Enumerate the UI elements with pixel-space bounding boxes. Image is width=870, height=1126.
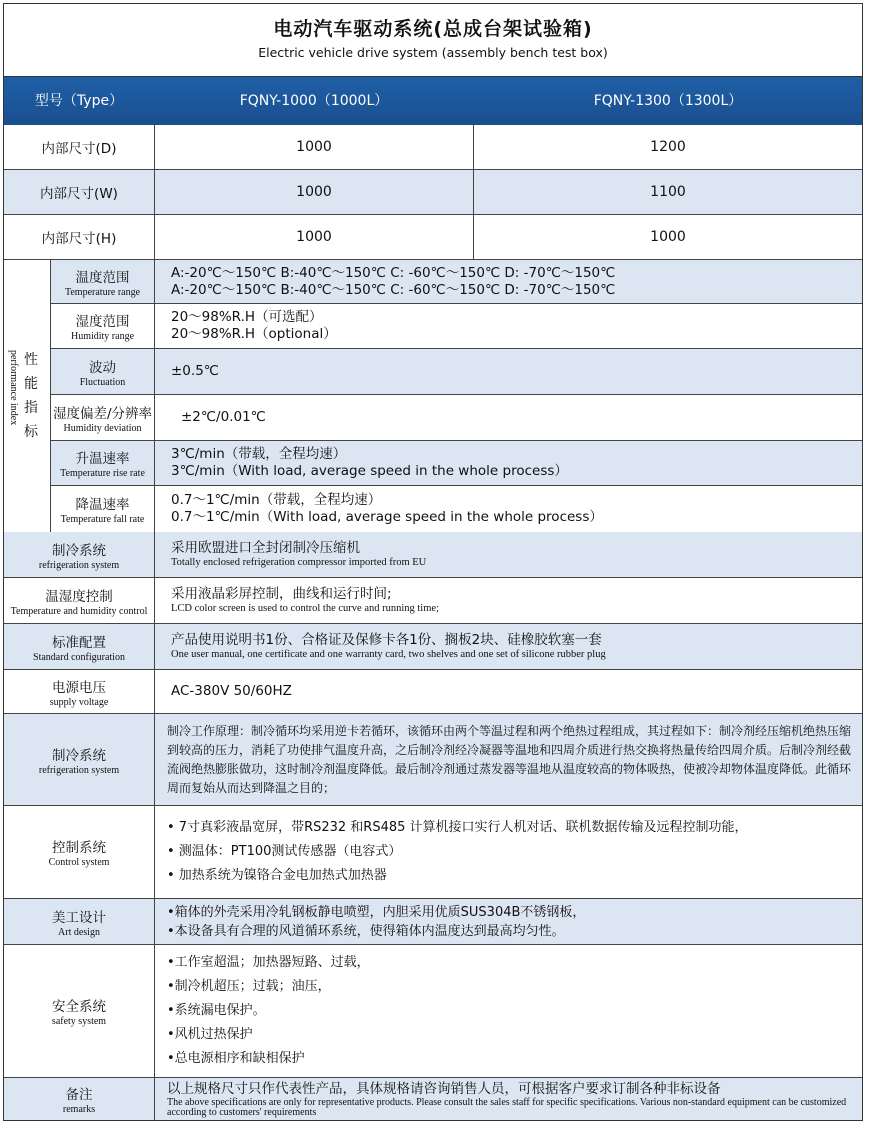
list-item: • 加热系统为镍铬合金电加热式加热器 — [167, 868, 387, 883]
spec-sheet — [3, 3, 863, 1121]
row-refrigeration-principle: 制冷系统 refrigeration system 制冷工作原理：制冷循环均采用逆卡若循环，该循环由两个等温过程和两个绝热过程组成，其过程如下：制冷剂经压缩机绝热压缩到较高的压力，消耗了功使排气温度升高，之后制冷剂经冷凝器等温地和四周介质进行热交换将热量传给四周介质。后制冷剂经截流阀绝热膨胀做功，这时制冷剂温度降低。最后制冷剂通过蒸发器等温地从温度较高的物体吸热，使被冷却物体温度降低。此循环周而复始从而达到降温之目的； — [4, 714, 862, 806]
list-item: •制冷机超压；过载；油压， — [167, 979, 331, 994]
header-type-label: 型号（Type） — [34, 93, 124, 109]
list-item: •系统漏电保护。 — [167, 1003, 266, 1018]
dimension-value-a: 1000 — [155, 170, 474, 214]
perf-row-rise-rate: 升温速率 Temperature rise rate 3℃/min（带载，全程均速） 3℃/min（With load, average speed in the whole process） — [51, 441, 862, 486]
row-refrigeration: 制冷系统 refrigeration system 采用欧盟进口全封闭制冷压缩机 Totally enclosed refrigeration compressor imported from EU — [4, 532, 862, 578]
row-control-system: 控制系统 Control system • 7寸真彩液晶宽屏，带RS232 和RS485 计算机接口实行人机对话、联机数据传输及远程控制功能， • 测温体：PT100测试传感器（电容式） • 加热系统为镍铬合金电加热式加热器 — [4, 806, 862, 899]
list-item: •箱体的外壳采用冷轧钢板静电喷塑，内胆采用优质SUS304B不锈钢板， — [167, 904, 586, 920]
list-item: • 测温体：PT100测试传感器（电容式） — [167, 844, 402, 859]
perf-row-fall-rate: 降温速率 Temperature fall rate 0.7～1℃/min（带载，全程均速） 0.7～1℃/min（With load, average speed in the whole process） — [51, 486, 862, 532]
dimension-row-h — [4, 215, 862, 260]
perf-row-humidity-deviation: 湿度偏差/分辨率 Humidity deviation ±2℃/0.01℃ — [51, 395, 862, 441]
row-remarks: 备注 remarks 以上规格尺寸只作代表性产品，具体规格请咨询销售人员，可根据客户要求订制各种非标设备 The above specifications are only for representative products. Please consult the sales staff for specific specifications. Various non-standard equipment can be customized according to customers' requirements — [4, 1078, 862, 1120]
performance-cn-label: 性 能 指 标 — [24, 352, 38, 440]
row-safety-system: 安全系统 safety system •工作室超温；加热器短路、过载， •制冷机超压；过载；油压， •系统漏电保护。 •风机过热保护 •总电源相序和缺相保护 — [4, 945, 862, 1078]
list-item: •工作室超温；加热器短路、过载， — [167, 955, 370, 970]
list-item: • 7寸真彩液晶宽屏，带RS232 和RS485 计算机接口实行人机对话、联机数据传输及远程控制功能， — [167, 820, 748, 835]
performance-side-label — [4, 260, 51, 532]
dimension-value-b: 1200 — [650, 139, 686, 155]
dimension-row-w — [4, 170, 862, 215]
dimension-label: 内部尺寸(W) — [40, 186, 118, 202]
performance-en-label: performance index — [8, 350, 19, 426]
row-standard-configuration: 标准配置 Standard configuration 产品使用说明书1份、合格证及保修卡各1份、搁板2块、硅橡胶软塞一套 One user manual, one certificate and one warranty card, two shelves and one set of silicone rubber plug — [4, 624, 862, 670]
dimension-label: 内部尺寸(H) — [41, 231, 117, 247]
header-model-a: FQNY-1000（1000L） — [239, 93, 389, 109]
list-item: •本设备具有合理的风道循环系统，使得箱体内温度达到最高均匀性。 — [167, 923, 565, 939]
performance-section — [4, 260, 862, 533]
list-item: •总电源相序和缺相保护 — [167, 1051, 305, 1066]
title-cn: 电动汽车驱动系统(总成台架试验箱) — [273, 18, 593, 40]
row-supply-voltage: 电源电压 supply voltage AC-380V 50/60HZ — [4, 670, 862, 714]
dimension-value-b: 1000 — [650, 229, 686, 245]
perf-row-fluctuation: 波动 Fluctuation ±0.5℃ — [51, 349, 862, 395]
header-row — [4, 77, 862, 125]
sheet-title — [4, 4, 862, 77]
dimension-value-a: 1000 — [155, 125, 474, 169]
row-temperature-humidity-control: 温湿度控制 Temperature and humidity control 采用液晶彩屏控制，曲线和运行时间; LCD color screen is used to control the curve and running time; — [4, 578, 862, 624]
dimension-value-b: 1100 — [650, 184, 686, 200]
perf-row-temperature-range: 温度范围 Temperature range A:-20℃～150℃ B:-40℃～150℃ C: -60℃～150℃ D: -70℃～150℃ A:-20℃～150℃ B:-40℃～150℃ C: -60℃～150℃ D: -70℃～150℃ — [51, 260, 862, 304]
header-model-b: FQNY-1300（1300L） — [593, 93, 743, 109]
dimension-value-a: 1000 — [155, 215, 474, 259]
perf-row-humidity-range: 湿度范围 Humidity range 20～98%R.H（可选配） 20～98%R.H（optional） — [51, 304, 862, 349]
list-item: •风机过热保护 — [167, 1027, 253, 1042]
dimension-row-d — [4, 125, 862, 170]
title-en: Electric vehicle drive system (assembly bench test box) — [258, 45, 608, 60]
row-art-design: 美工设计 Art design •箱体的外壳采用冷轧钢板静电喷塑，内胆采用优质SUS304B不锈钢板， •本设备具有合理的风道循环系统，使得箱体内温度达到最高均匀性。 — [4, 899, 862, 945]
dimension-label: 内部尺寸(D) — [41, 141, 117, 157]
